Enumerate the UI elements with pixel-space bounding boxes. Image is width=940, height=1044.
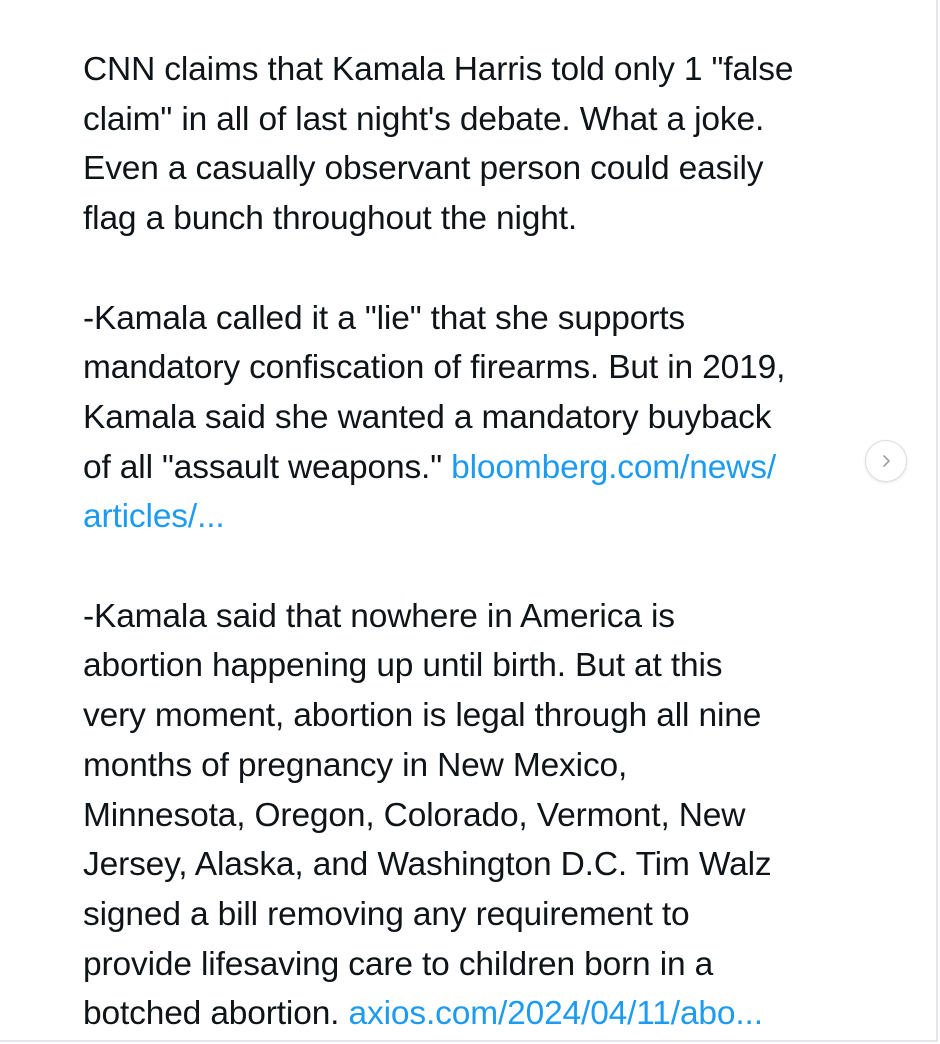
- next-image-button[interactable]: [865, 440, 907, 482]
- post-paragraph-abortion: [83, 592, 873, 1039]
- paragraph-text: CNN claims that Kamala Harris told only 1 "false claim" in all of last night's debate. What a joke. Even a casually observant person could easily flag a bunch throughout the night.: [83, 51, 794, 238]
- axios-link[interactable]: axios.com/2024/04/11/abo...: [348, 995, 763, 1033]
- chevron-right-icon: [878, 453, 894, 469]
- paragraph-text: -Kamala called it a "lie" that she supports mandatory confiscation of firearms. But in 2019, Kamala said she wanted a mandatory buyback of all "assault weapons.": [83, 299, 786, 486]
- post-paragraph-firearms: [83, 294, 873, 543]
- paragraph-text: -Kamala said that nowhere in America is abortion happening up until birth. But at this very moment, abortion is legal through all nine months of pregnancy in New Mexico, Minnesota, Oregon, Colorado, Vermont, New Jersey, Alaska, and Washington D.C. Tim Walz signed a bill removing any requirement to provide lifesaving care to children born in a botched abortion.: [83, 597, 772, 1033]
- post-paragraph-intro: [83, 45, 873, 244]
- post-text: [83, 45, 873, 1039]
- bloomberg-link[interactable]: bloomberg.com/news/ articles/...: [83, 448, 776, 536]
